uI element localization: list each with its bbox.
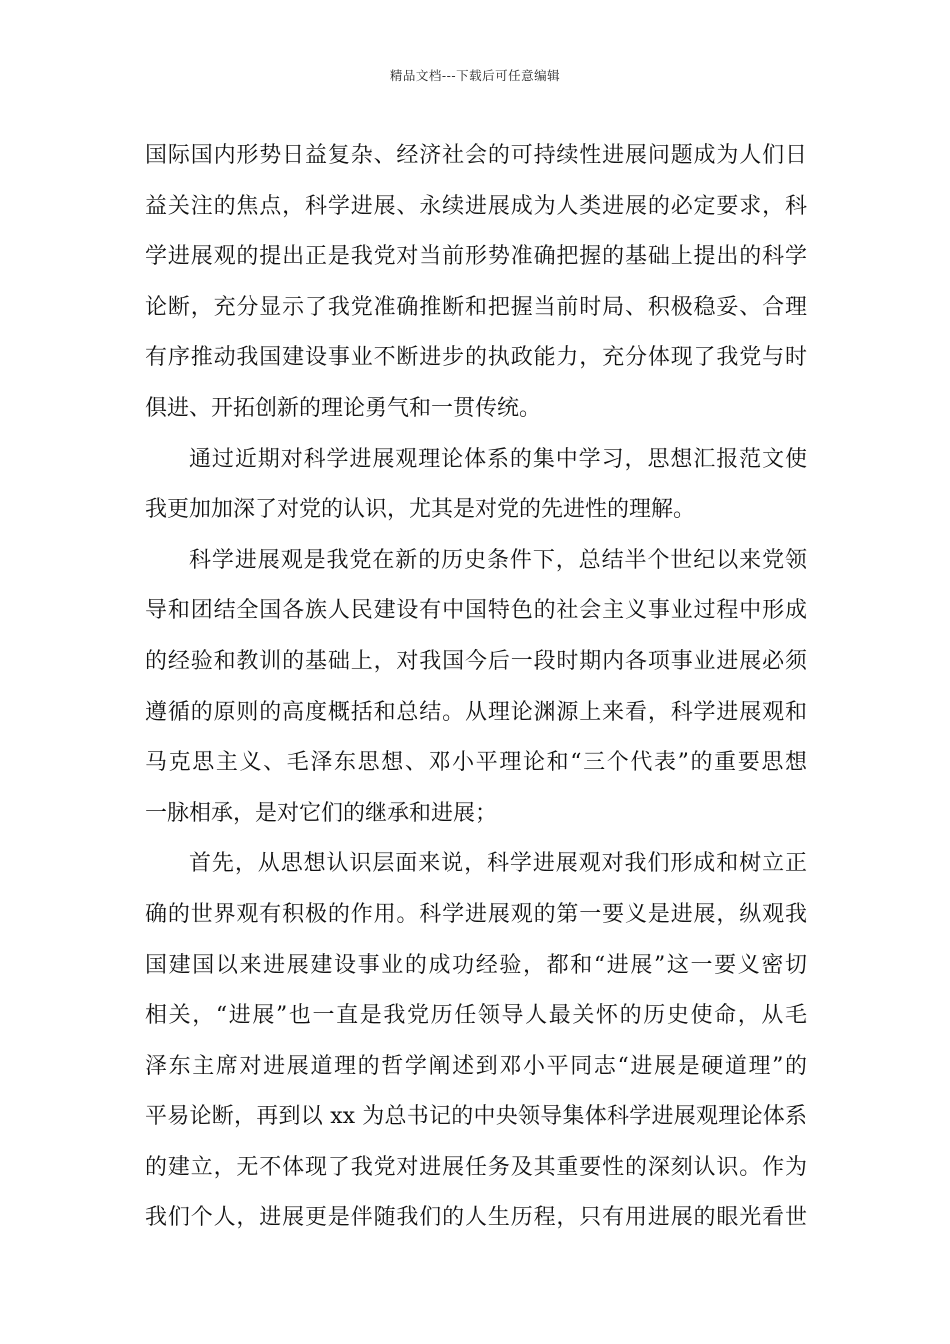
text-line: 我更加加深了对党的认识，尤其是对党的先进性的理解。 <box>145 497 696 523</box>
text-line: 确的世界观有积极的作用。科学进展观的第一要义是进展，纵观我 <box>145 901 807 927</box>
text-line: 一脉相承，是对它们的继承和进展； <box>145 800 498 826</box>
text-line: 有序推动我国建设事业不断进步的执政能力，充分体现了我党与时 <box>145 345 807 371</box>
text-line: 俱进、开拓创新的理论勇气和一贯传统。 <box>145 395 542 421</box>
document-body <box>145 131 807 1244</box>
text-line: 的建立，无不体现了我党对进展任务及其重要性的深刻认识。作为 <box>145 1154 807 1180</box>
page-header: 精品文档---下载后可任意编辑 <box>389 68 561 83</box>
text-line: 论断，充分显示了我党准确推断和把握当前时局、积极稳妥、合理 <box>145 294 807 320</box>
text-line: 学进展观的提出正是我党对当前形势准确把握的基础上提出的科学 <box>145 244 807 270</box>
text-line: 相关，“进展”也一直是我党历任领导人最关怀的历史使命，从毛 <box>145 1003 807 1029</box>
text-line: 平易论断，再到以 xx 为总书记的中央领导集体科学进展观理论体系 <box>145 1104 807 1130</box>
text-line: 首先，从思想认识层面来说，科学进展观对我们形成和树立正 <box>189 851 807 877</box>
text-line: 泽东主席对进展道理的哲学阐述到邓小平同志“进展是硬道理”的 <box>145 1053 807 1079</box>
text-line: 导和团结全国各族人民建设有中国特色的社会主义事业过程中形成 <box>145 598 807 624</box>
text-line: 马克思主义、毛泽东思想、邓小平理论和“三个代表”的重要思想 <box>145 750 807 776</box>
text-line: 我们个人，进展更是伴随我们的人生历程，只有用进展的眼光看世 <box>145 1205 807 1231</box>
text-line: 通过近期对科学进展观理论体系的集中学习，思想汇报范文使 <box>189 446 807 472</box>
text-line: 益关注的焦点，科学进展、永续进展成为人类进展的必定要求，科 <box>145 193 807 219</box>
text-line: 科学进展观是我党在新的历史条件下，总结半个世纪以来党领 <box>189 547 807 573</box>
text-line: 遵循的原则的高度概括和总结。从理论渊源上来看，科学进展观和 <box>145 699 807 725</box>
text-line: 国建国以来进展建设事业的成功经验，都和“进展”这一要义密切 <box>145 952 807 978</box>
text-line: 的经验和教训的基础上，对我国今后一段时期内各项事业进展必须 <box>145 648 807 674</box>
text-line: 国际国内形势日益复杂、经济社会的可持续性进展问题成为人们日 <box>145 143 807 168</box>
